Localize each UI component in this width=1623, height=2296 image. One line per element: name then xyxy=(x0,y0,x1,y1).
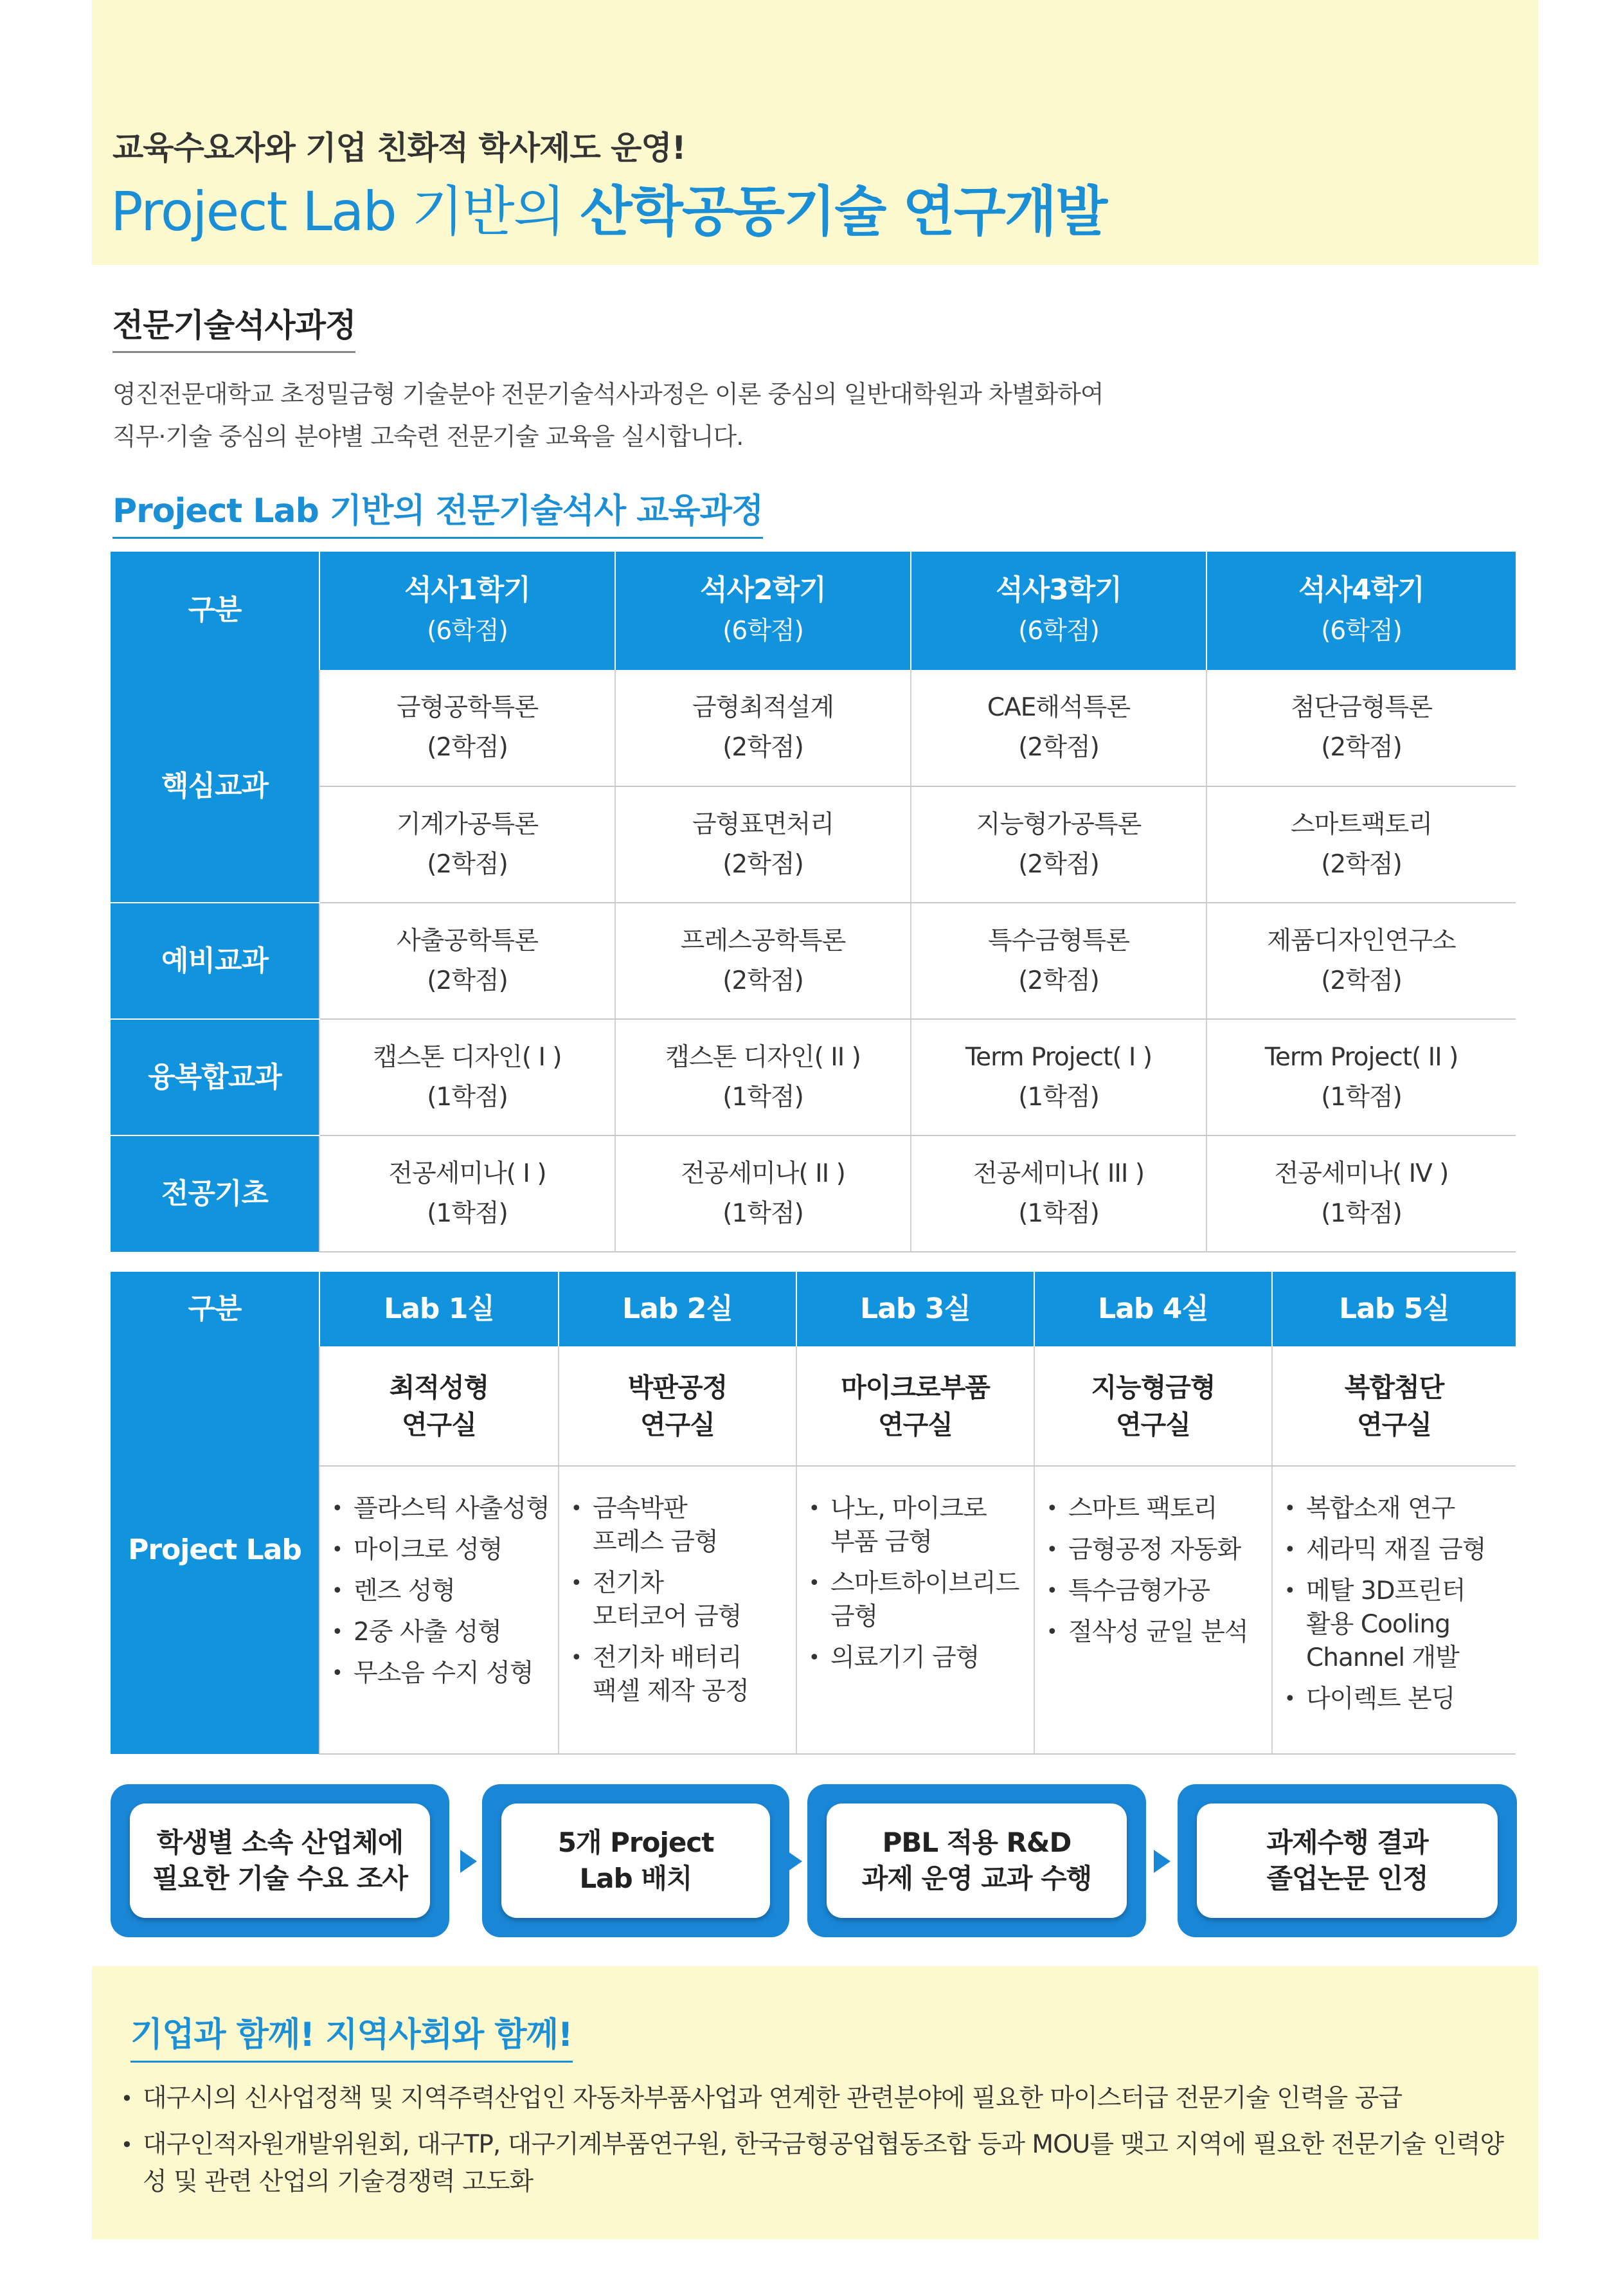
lab-3-items xyxy=(796,1466,1034,1754)
lab-3-header: Lab 3실 xyxy=(796,1272,1034,1346)
course-cell: Term Project( II ) (1학점) xyxy=(1206,1019,1516,1135)
header-title-prefix: Project Lab 기반의 xyxy=(111,180,580,243)
bullet-item: • 대구시의 신사업정책 및 지역주력산업인 자동차부품사업과 연계한 관련분야에 필요한 마이스터급 전문기술 인력을 공급 xyxy=(121,2080,1522,2117)
lab-4-items xyxy=(1034,1466,1272,1754)
flow-arrow-icon xyxy=(1154,1850,1170,1873)
intro-line-2: 직무·기술 중심의 분야별 고숙련 전문기술 교육을 실시합니다. xyxy=(112,422,744,451)
header-title-bold: 산학공동기술 연구개발 xyxy=(580,180,1107,243)
flow-step-2 xyxy=(482,1784,789,1937)
list-item: • 2중 사출 성형 xyxy=(332,1616,558,1649)
lab-title-row xyxy=(111,1346,1516,1466)
course-cell: 전공세미나( III ) (1학점) xyxy=(911,1135,1206,1252)
intro-line-1: 영진전문대학교 초정밀금형 기술분야 전문기술석사과정은 이론 중심의 일반대학원과 차별화하여 xyxy=(112,380,1104,408)
course-cell: 캡스톤 디자인( II ) (1학점) xyxy=(615,1019,911,1135)
lab-1-items xyxy=(319,1466,559,1754)
header-subtitle: 교육수요자와 기업 친화적 학사제도 운영! xyxy=(112,129,686,167)
category-preliminary: 예비교과 xyxy=(111,903,319,1019)
table-row xyxy=(111,1135,1516,1252)
lab-title: 박판공정 연구실 xyxy=(559,1346,796,1466)
course-cell: 금형공학특론 (2학점) xyxy=(319,670,615,786)
table-row xyxy=(111,903,1516,1019)
lab-title: 복합첨단 연구실 xyxy=(1272,1346,1516,1466)
course-cell: Term Project( I ) (1학점) xyxy=(911,1019,1206,1135)
course-cell: 전공세미나( I ) (1학점) xyxy=(319,1135,615,1252)
table-row xyxy=(111,786,1516,903)
list-item: • 특수금형가공 xyxy=(1046,1575,1271,1608)
category-major-basic: 전공기초 xyxy=(111,1135,319,1252)
category-core: 핵심교과 xyxy=(111,670,319,903)
lab-2-items xyxy=(559,1466,796,1754)
project-lab-table xyxy=(111,1272,1516,1755)
course-cell: 사출공학특론 (2학점) xyxy=(319,903,615,1019)
flow-arrow-icon xyxy=(460,1850,477,1873)
course-cell: 지능형가공특론 (2학점) xyxy=(911,786,1206,903)
intro-text xyxy=(112,373,1104,458)
curriculum-header-row xyxy=(111,552,1516,670)
course-cell: 첨단금형특론 (2학점) xyxy=(1206,670,1516,786)
bottom-title: 기업과 함께! 지역사회와 함께! xyxy=(130,2007,573,2063)
list-item: • 메탈 3D프린터 활용 Cooling Channel 개발 xyxy=(1284,1575,1516,1675)
course-cell: 스마트팩토리 (2학점) xyxy=(1206,786,1516,903)
list-item: • 의료기기 금형 xyxy=(809,1641,1034,1675)
list-item: • 전기차 배터리 팩셀 제작 공정 xyxy=(571,1641,796,1708)
course-cell: 캡스톤 디자인( I ) (1학점) xyxy=(319,1019,615,1135)
flow-step-3-text: PBL 적용 R&D 과제 운영 교과 수행 xyxy=(827,1803,1127,1918)
lab-title: 최적성형 연구실 xyxy=(319,1346,559,1466)
semester-1-header: 석사1학기 (6학점) xyxy=(319,552,615,670)
course-cell: 특수금형특론 (2학점) xyxy=(911,903,1206,1019)
lab-items-row xyxy=(111,1466,1516,1754)
section-title-curriculum: Project Lab 기반의 전문기술석사 교육과정 xyxy=(112,484,763,539)
flow-arrow-icon xyxy=(785,1850,802,1873)
flow-step-3 xyxy=(807,1784,1146,1937)
course-cell: 기계가공특론 (2학점) xyxy=(319,786,615,903)
course-cell: 전공세미나( II ) (1학점) xyxy=(615,1135,911,1252)
lab-4-header: Lab 4실 xyxy=(1034,1272,1272,1346)
list-item: • 다이렉트 본딩 xyxy=(1284,1683,1516,1716)
lab-title: 마이크로부품 연구실 xyxy=(796,1346,1034,1466)
lab-2-header: Lab 2실 xyxy=(559,1272,796,1346)
lab-title: 지능형금형 연구실 xyxy=(1034,1346,1272,1466)
bullet-item: • 대구인적자원개발위원회, 대구TP, 대구기계부품연구원, 한국금형공업협동조합 등과 MOU를 맺고 지역에 필요한 전문기술 인력양성 및 관련 산업의 기술경쟁력 고도화 xyxy=(121,2126,1522,2201)
course-cell: 프레스공학특론 (2학점) xyxy=(615,903,911,1019)
list-item: • 스마트하이브리드 금형 xyxy=(809,1567,1034,1634)
list-item: • 복합소재 연구 xyxy=(1284,1492,1516,1526)
flow-step-4 xyxy=(1178,1784,1517,1937)
flow-step-1 xyxy=(111,1784,449,1937)
semester-3-header: 석사3학기 (6학점) xyxy=(911,552,1206,670)
semester-4-header: 석사4학기 (6학점) xyxy=(1206,552,1516,670)
list-item: • 무소음 수지 성형 xyxy=(332,1657,558,1690)
lab-5-header: Lab 5실 xyxy=(1272,1272,1516,1346)
lab-1-header: Lab 1실 xyxy=(319,1272,559,1346)
table-row xyxy=(111,1019,1516,1135)
header-title xyxy=(111,168,1106,246)
flow-step-2-text: 5개 Project Lab 배치 xyxy=(501,1803,770,1918)
course-cell: 제품디자인연구소 (2학점) xyxy=(1206,903,1516,1019)
semester-2-header: 석사2학기 (6학점) xyxy=(615,552,911,670)
list-item: • 금형공정 자동화 xyxy=(1046,1533,1271,1567)
lab-5-items xyxy=(1272,1466,1516,1754)
course-cell: 금형표면처리 (2학점) xyxy=(615,786,911,903)
curriculum-header-label: 구분 xyxy=(111,552,319,670)
category-convergence: 융복합교과 xyxy=(111,1019,319,1135)
list-item: • 렌즈 성형 xyxy=(332,1575,558,1608)
section-title-master-course: 전문기술석사과정 xyxy=(112,300,355,353)
course-cell: CAE해석특론 (2학점) xyxy=(911,670,1206,786)
curriculum-table xyxy=(111,552,1516,1252)
list-item: • 나노, 마이크로 부품 금형 xyxy=(809,1492,1034,1559)
list-item: • 전기차 모터코어 금형 xyxy=(571,1567,796,1634)
list-item: • 스마트 팩토리 xyxy=(1046,1492,1271,1526)
flow-step-1-text: 학생별 소속 산업체에 필요한 기술 수요 조사 xyxy=(130,1803,430,1918)
bottom-bullets xyxy=(121,2080,1522,2210)
list-item: • 금속박판 프레스 금형 xyxy=(571,1492,796,1559)
lab-header-row xyxy=(111,1272,1516,1346)
lab-header-label: 구분 xyxy=(111,1272,319,1346)
course-cell: 금형최적설계 (2학점) xyxy=(615,670,911,786)
project-lab-side-label: Project Lab xyxy=(111,1346,319,1754)
course-cell: 전공세미나( IV ) (1학점) xyxy=(1206,1135,1516,1252)
list-item: • 플라스틱 사출성형 xyxy=(332,1492,558,1526)
list-item: • 마이크로 성형 xyxy=(332,1533,558,1567)
table-row xyxy=(111,670,1516,786)
list-item: • 세라믹 재질 금형 xyxy=(1284,1533,1516,1567)
flow-step-4-text: 과제수행 결과 졸업논문 인정 xyxy=(1197,1803,1498,1918)
list-item: • 절삭성 균일 분석 xyxy=(1046,1616,1271,1649)
